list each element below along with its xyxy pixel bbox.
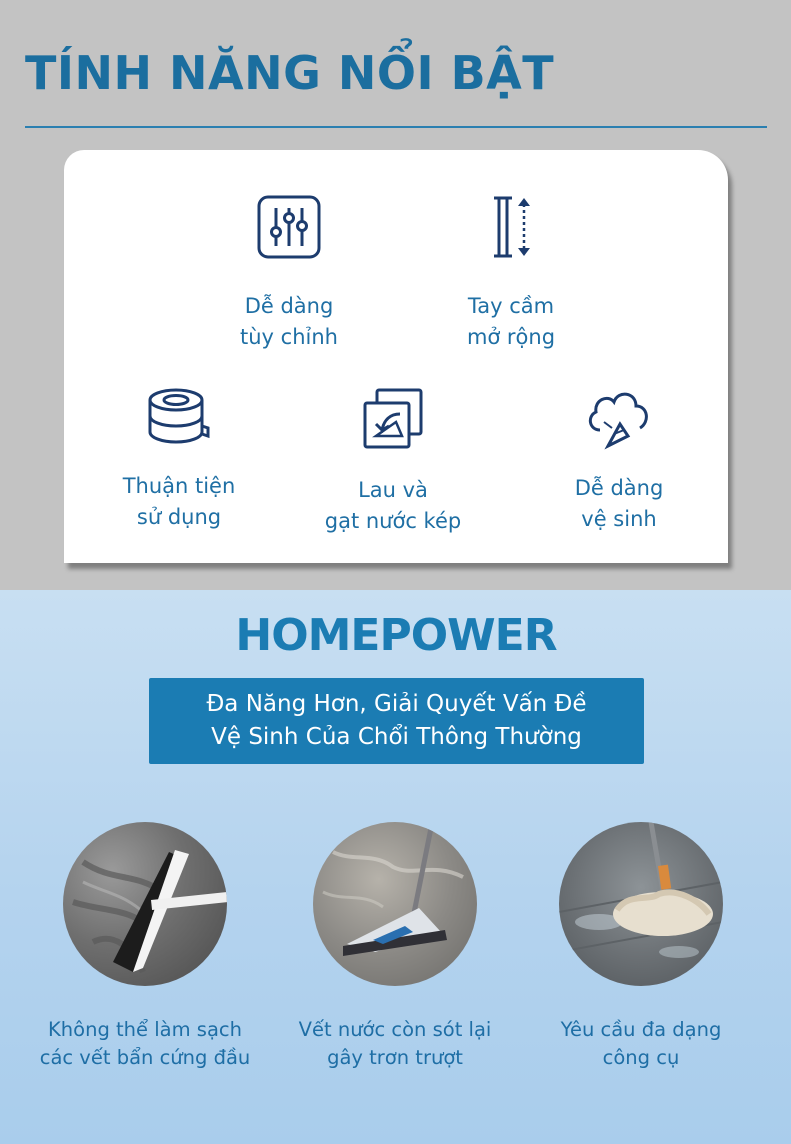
sliders-icon xyxy=(214,194,364,269)
two-way-wipe-icon xyxy=(303,386,483,461)
feature-label: Dễ dàng vệ sinh xyxy=(574,476,664,531)
problem-caption: Vết nước còn sót lại gây trơn trượt xyxy=(298,1018,492,1069)
feature-easy-clean xyxy=(544,386,694,535)
clean-leaf-cloud-icon xyxy=(544,386,694,461)
feature-label: Tay cầm mở rộng xyxy=(466,294,556,349)
features-card xyxy=(64,150,728,563)
problem-diverse-tools xyxy=(516,822,766,1072)
feature-label: Dễ dàng tùy chỉnh xyxy=(240,294,338,349)
feature-convenient xyxy=(104,386,254,533)
title-divider xyxy=(25,126,767,128)
problem-stubborn-stains xyxy=(20,822,270,1072)
brand-logo xyxy=(0,610,791,656)
banner-line-1: Đa Năng Hơn, Giải Quyết Vấn Đề xyxy=(206,691,587,717)
problem-water-residue xyxy=(270,822,520,1072)
headline-banner xyxy=(149,678,644,764)
extendable-handle-icon xyxy=(436,194,586,269)
feature-double-wipe xyxy=(303,386,483,537)
problem-image xyxy=(313,822,477,986)
problem-image xyxy=(63,822,227,986)
banner-line-2: Vệ Sinh Của Chổi Thông Thường xyxy=(211,724,582,750)
feature-label: Thuận tiện sử dụng xyxy=(122,474,236,529)
feature-label: Lau và gạt nước kép xyxy=(324,478,462,533)
problem-caption: Không thể làm sạch các vết bẩn cứng đầu xyxy=(39,1018,251,1069)
feature-extendable-handle xyxy=(436,194,586,353)
section-title: TÍNH NĂNG NỔI BẬT xyxy=(25,46,555,100)
logo-text: HOMEPOWER xyxy=(234,610,557,656)
problem-image xyxy=(559,822,723,986)
feature-customize xyxy=(214,194,364,353)
problem-caption: Yêu cầu đa dạng công cụ xyxy=(560,1018,722,1069)
tape-roll-icon xyxy=(104,386,254,457)
